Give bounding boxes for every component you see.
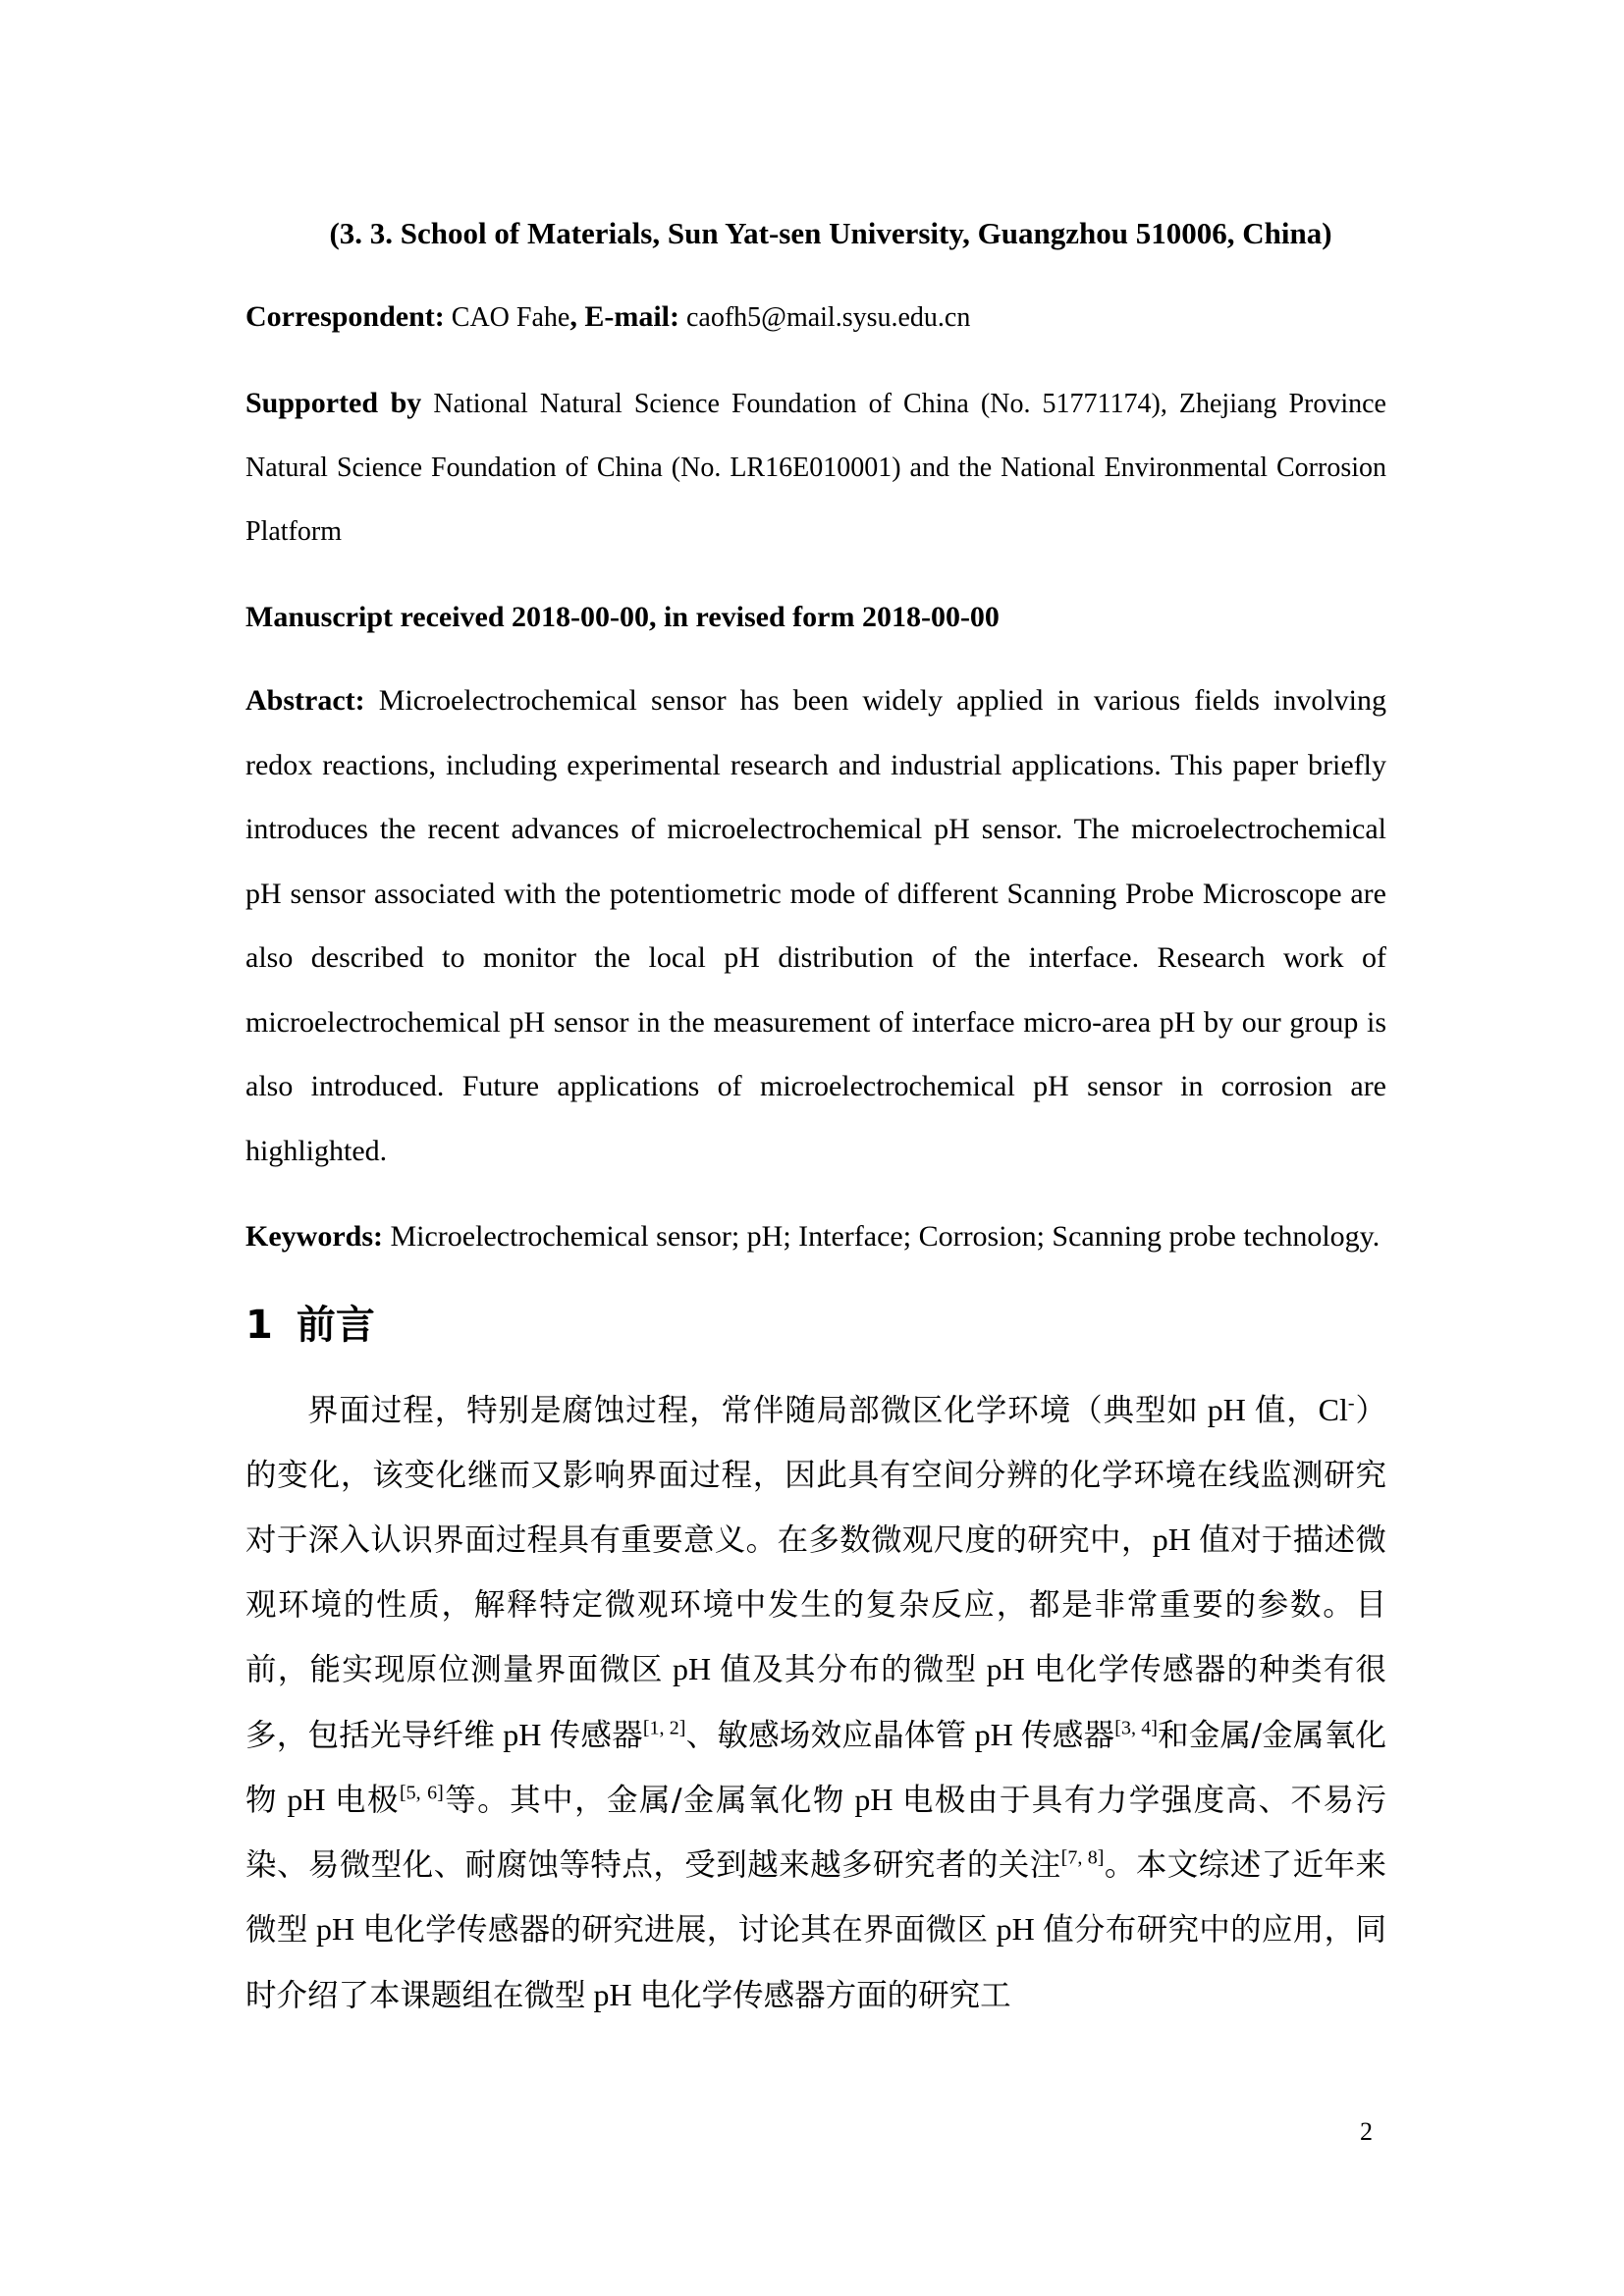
keywords-label: Keywords: <box>245 1220 383 1253</box>
intro-text: 值对于描述微观环境的性质，解释特定微观环境中发生的复杂反应，都是非常重要的参数。目前，能实现原位测量界面微区 <box>245 1522 1386 1687</box>
intro-paragraph <box>245 1378 1386 2028</box>
intro-text: 电化学传感器的研究进展，讨论其在界面微区 <box>362 1912 989 1948</box>
keywords-text: Microelectrochemical sensor; pH; Interface; Corrosion; Scanning probe technology. <box>382 1220 1380 1253</box>
intro-term: pH <box>663 1651 721 1686</box>
abstract-label: Abstract: <box>245 684 365 717</box>
intro-term: pH <box>495 1716 550 1752</box>
intro-term: pH <box>1152 1522 1200 1557</box>
section-number: 1 <box>245 1303 273 1348</box>
intro-term: pH <box>844 1782 902 1817</box>
intro-text: 界面过程，特别是腐蚀过程，常伴随局部微区化学环境（典型如 <box>307 1393 1199 1428</box>
intro-text: ）的变化，该变化继而又影响界面过程，因此具有空间分辨的化学环境在线监测研究对于深入认识界面过程具有重要意义。在多数微观尺度的研究中， <box>245 1393 1387 1558</box>
intro-text: 电极由于具有力学强度高、不易污染、易微型化、耐腐蚀等特点，受到越来越多研究者的关注 <box>245 1783 1386 1883</box>
intro-text: 值分布研究中的应用，同时介绍了本课题组在微型 <box>245 1912 1386 2013</box>
supported-text: National Natural Science Foundation of China (No. 51771174), Zhejiang Province Natural Science Foundation of China (No. LR16E010001) and the National Environmental Corrosion Platform <box>245 389 1386 547</box>
intro-text: 和金属/金属氧化物 <box>245 1717 1386 1818</box>
correspondent-name: CAO Fahe <box>444 302 570 333</box>
citation: [5, 6] <box>399 1782 444 1804</box>
supported-by <box>245 371 1386 563</box>
correspondent-email: caofh5@mail.sysu.edu.cn <box>678 302 971 333</box>
intro-term: pH <box>966 1716 1022 1752</box>
intro-text: 传感器 <box>549 1717 643 1753</box>
correspondent-label: Correspondent: <box>245 300 445 333</box>
intro-text: 值， <box>1254 1393 1319 1428</box>
supported-label: Supported by <box>245 387 422 419</box>
chloride-charge: - <box>1347 1392 1355 1415</box>
intro-text: 电化学传感器方面的研究工 <box>639 1977 1011 2013</box>
keywords <box>245 1204 1386 1268</box>
intro-term: Cl <box>1318 1392 1348 1427</box>
abstract <box>245 668 1386 1183</box>
section-title: 前言 <box>296 1303 375 1348</box>
intro-term: pH <box>977 1651 1034 1686</box>
intro-text: 值及其分布的微型 <box>720 1652 978 1687</box>
intro-text: 电化学传感器的种类有很多，包括光导纤维 <box>245 1652 1386 1753</box>
intro-text: 电极 <box>335 1783 400 1818</box>
manuscript-dates: Manuscript received 2018-00-00, in revised form 2018-00-00 <box>245 601 1000 633</box>
page-content <box>245 204 1386 2028</box>
intro-term: pH <box>585 1976 640 2012</box>
correspondent-line <box>245 285 1386 349</box>
intro-text: 。本文综述了近年来微型 <box>245 1846 1386 1948</box>
page-number: 2 <box>1360 2117 1373 2146</box>
affiliation: (3. 3. School of Materials, Sun Yat-sen University, Guangzhou 510006, China) <box>329 216 1332 250</box>
intro-text: 传感器 <box>1021 1717 1115 1753</box>
citation: [3, 4] <box>1114 1717 1158 1738</box>
citation: [1, 2] <box>642 1717 686 1738</box>
intro-term: pH <box>988 1911 1044 1947</box>
intro-text: 、敏感场效应晶体管 <box>685 1717 967 1753</box>
abstract-text: Microelectrochemical sensor has been widely applied in various fields involving redox reactions, including experimental research and industrial applications. This paper briefly introduces the recent advances of microelectrochemical pH sensor. The microelectrochemical pH sensor associated with the potentiometric mode of different Scanning Probe Microscope are also described to monitor the local pH distribution of the interface. Research work of microelectrochemical pH sensor in the measurement of interface micro-area pH by our group is also introduced. Future applications of microelectrochemical pH sensor in corrosion are highlighted. <box>245 684 1386 1167</box>
citation: [7, 8] <box>1060 1846 1105 1868</box>
intro-term: pH <box>277 1782 336 1817</box>
email-label: , E-mail: <box>569 300 679 333</box>
intro-term: pH <box>1198 1392 1255 1427</box>
section-heading <box>245 1286 1386 1364</box>
intro-term: pH <box>307 1911 363 1947</box>
intro-text: 等。其中，金属/金属氧化物 <box>443 1783 845 1818</box>
